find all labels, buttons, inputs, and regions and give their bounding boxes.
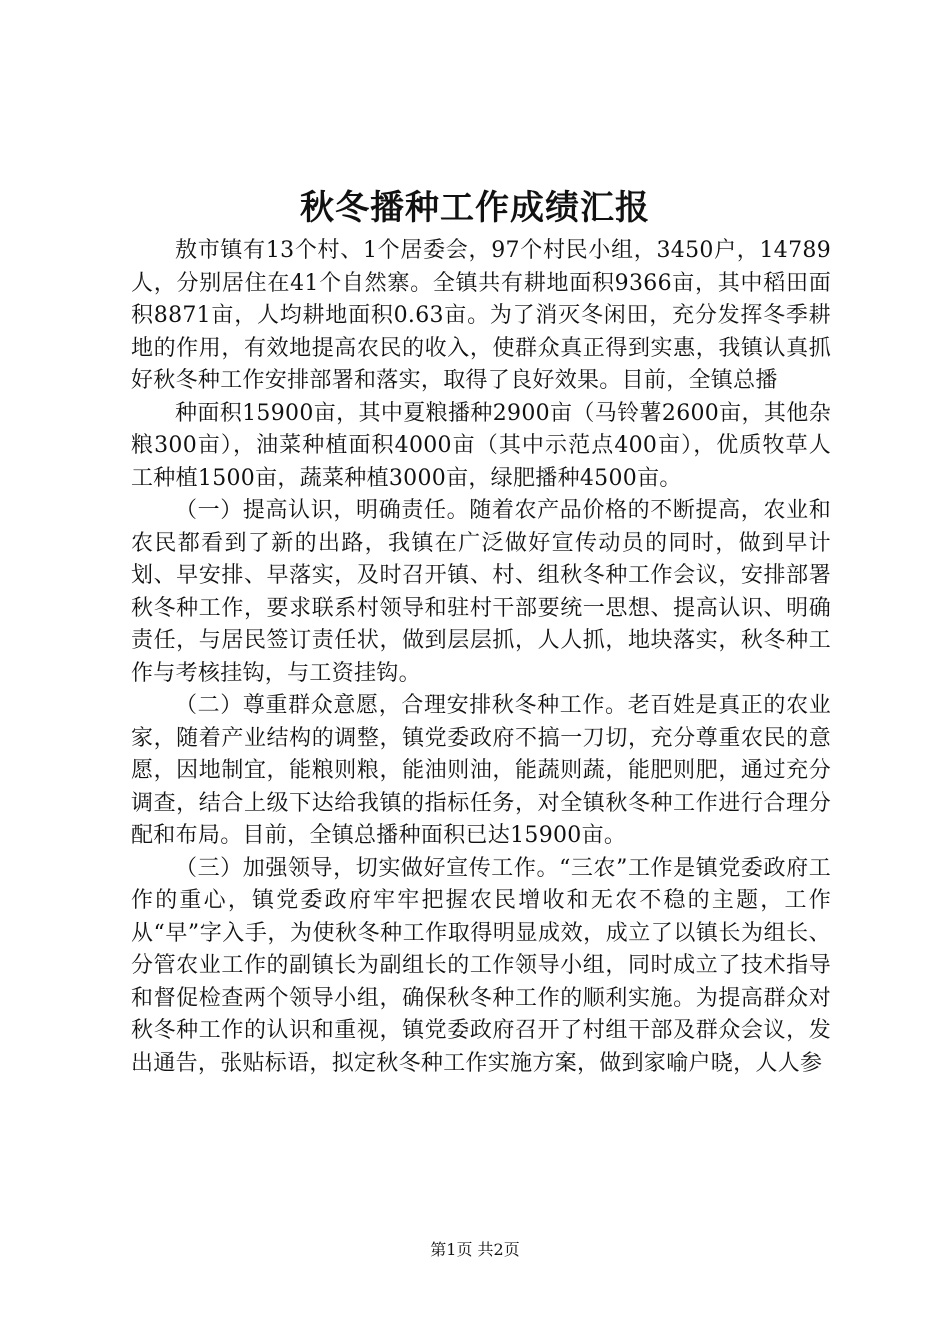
page-number-footer: 第1页 共2页 — [430, 1240, 520, 1259]
paragraph-intro: 敖市镇有13个村、1个居委会，97个村民小组，3450户，14789人，分别居住在41个自然寨。全镇共有耕地面积9366亩，其中稻田面积8871亩，人均耕地面积0.63亩。为了消灭冬闲田，充分发挥冬季耕地的作用，有效地提高农民的收入，使群众真正得到实惠，我镇认真抓好秋冬种工作安排部署和落实，取得了良好效果。目前，全镇总播 — [131, 238, 831, 393]
paragraph-section-1: （一）提高认识，明确责任。随着农产品价格的不断提高，农业和农民都看到了新的出路，我镇在广泛做好宣传动员的同时，做到早计划、早安排、早落实，及时召开镇、村、组秋冬种工作会议，安排部署秋冬种工作，要求联系村领导和驻村干部要统一思想、提高认识、明确责任，与居民签订责任状，做到层层抓，人人抓，地块落实，秋冬种工作与考核挂钩，与工资挂钩。 — [131, 498, 831, 686]
paragraph-section-2: （二）尊重群众意愿，合理安排秋冬种工作。老百姓是真正的农业家，随着产业结构的调整，镇党委政府不搞一刀切，充分尊重农民的意愿，因地制宜，能粮则粮，能油则油，能蔬则蔬，能肥则肥，通过充分调查，结合上级下达给我镇的指标任务，对全镇秋冬种工作进行合理分配和布局。目前，全镇总播种面积已达15900亩。 — [131, 693, 831, 848]
document-title: 秋冬播种工作成绩汇报 — [300, 188, 650, 228]
paragraph-sowing-area: 种面积15900亩，其中夏粮播种2900亩（马铃薯2600亩，其他杂粮300亩），油菜种植面积4000亩（其中示范点400亩），优质牧草人工种植1500亩，蔬菜种植3000亩，绿肥播种4500亩。 — [131, 400, 831, 491]
document-body — [131, 235, 831, 1080]
paragraph-section-3: （三）加强领导，切实做好宣传工作。“三农”工作是镇党委政府工作的重心，镇党委政府牢牢把握农民增收和无农不稳的主题，工作从“早”字入手，为使秋冬种工作取得明显成效，成立了以镇长为组长、分管农业工作的副镇长为副组长的工作领导小组，同时成立了技术指导和督促检查两个领导小组，确保秋冬种工作的顺利实施。为提高群众对秋冬种工作的认识和重视，镇党委政府召开了村组干部及群众会议，发出通告，张贴标语，拟定秋冬种工作实施方案，做到家喻户晓，人人参 — [131, 855, 831, 1076]
